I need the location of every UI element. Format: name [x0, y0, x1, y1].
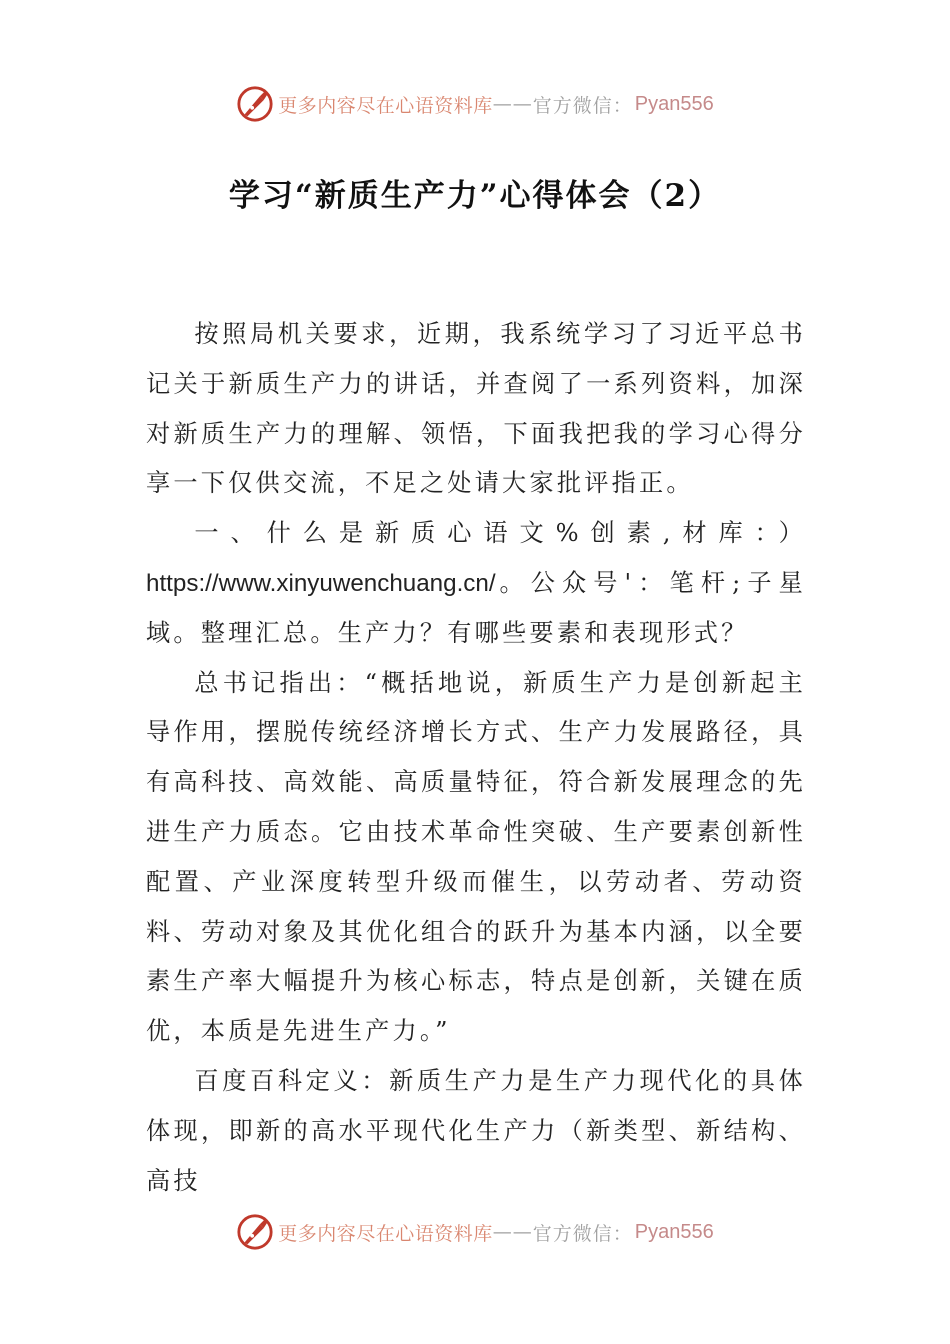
footer-watermark-banner [0, 1210, 950, 1254]
section-one-url: https://www.xinyuwenchuang.cn/ [146, 569, 496, 597]
watermark-brand-text: 更多内容尽在心语资料库 [278, 94, 493, 117]
section-one-lead: 一、什么是新质心语文%创素,材库：） [194, 519, 806, 548]
section-one-tail: 。公众号'：笔杆;子星域。整理汇总。生产力？有哪些要素和表现形式？ [146, 568, 806, 647]
document-body [146, 310, 806, 1206]
watermark-dash: —— [492, 93, 533, 115]
paragraph-intro: 按照局机关要求，近期，我系统学习了习近平总书记关于新质生产力的讲话，并查阅了一系列资料，加深对新质生产力的理解、领悟，下面我把我的学习心得分享一下仅供交流，不足之处请大家批评指正。 [146, 320, 806, 498]
watermark-wechat-id: Pyan556 [634, 1220, 714, 1243]
header-watermark-banner [0, 82, 950, 126]
paragraph-quote: 总书记指出：“概括地说，新质生产力是创新起主导作用，摆脱传统经济增长方式、生产力发展路径，具有高科技、高效能、高质量特征，符合新发展理念的先进生产力质态。它由技术革命性突破、生产要素创新性配置、产业深度转型升级而催生，以劳动者、劳动资料、劳动对象及其优化组合的跃升为基本内涵，以全要素生产率大幅提升为核心标志，特点是创新，关键在质优，本质是先进生产力。” [146, 668, 806, 1046]
watermark-wechat-id: Pyan556 [634, 92, 714, 115]
watermark-dash: —— [492, 1221, 533, 1243]
paragraph-definition: 百度百科定义：新质生产力是生产力现代化的具体体现，即新的高水平现代化生产力（新类型、新结构、高技 [146, 1066, 806, 1195]
document-title: 学习“新质生产力”心得体会（2） [228, 178, 722, 214]
pen-nib-icon [236, 85, 274, 123]
pen-nib-icon [236, 1213, 274, 1251]
paragraph-section-one [146, 509, 806, 658]
watermark-official-label: 官方微信： [532, 1222, 633, 1245]
watermark-official-label: 官方微信： [532, 94, 633, 117]
watermark-brand-text: 更多内容尽在心语资料库 [278, 1222, 493, 1245]
